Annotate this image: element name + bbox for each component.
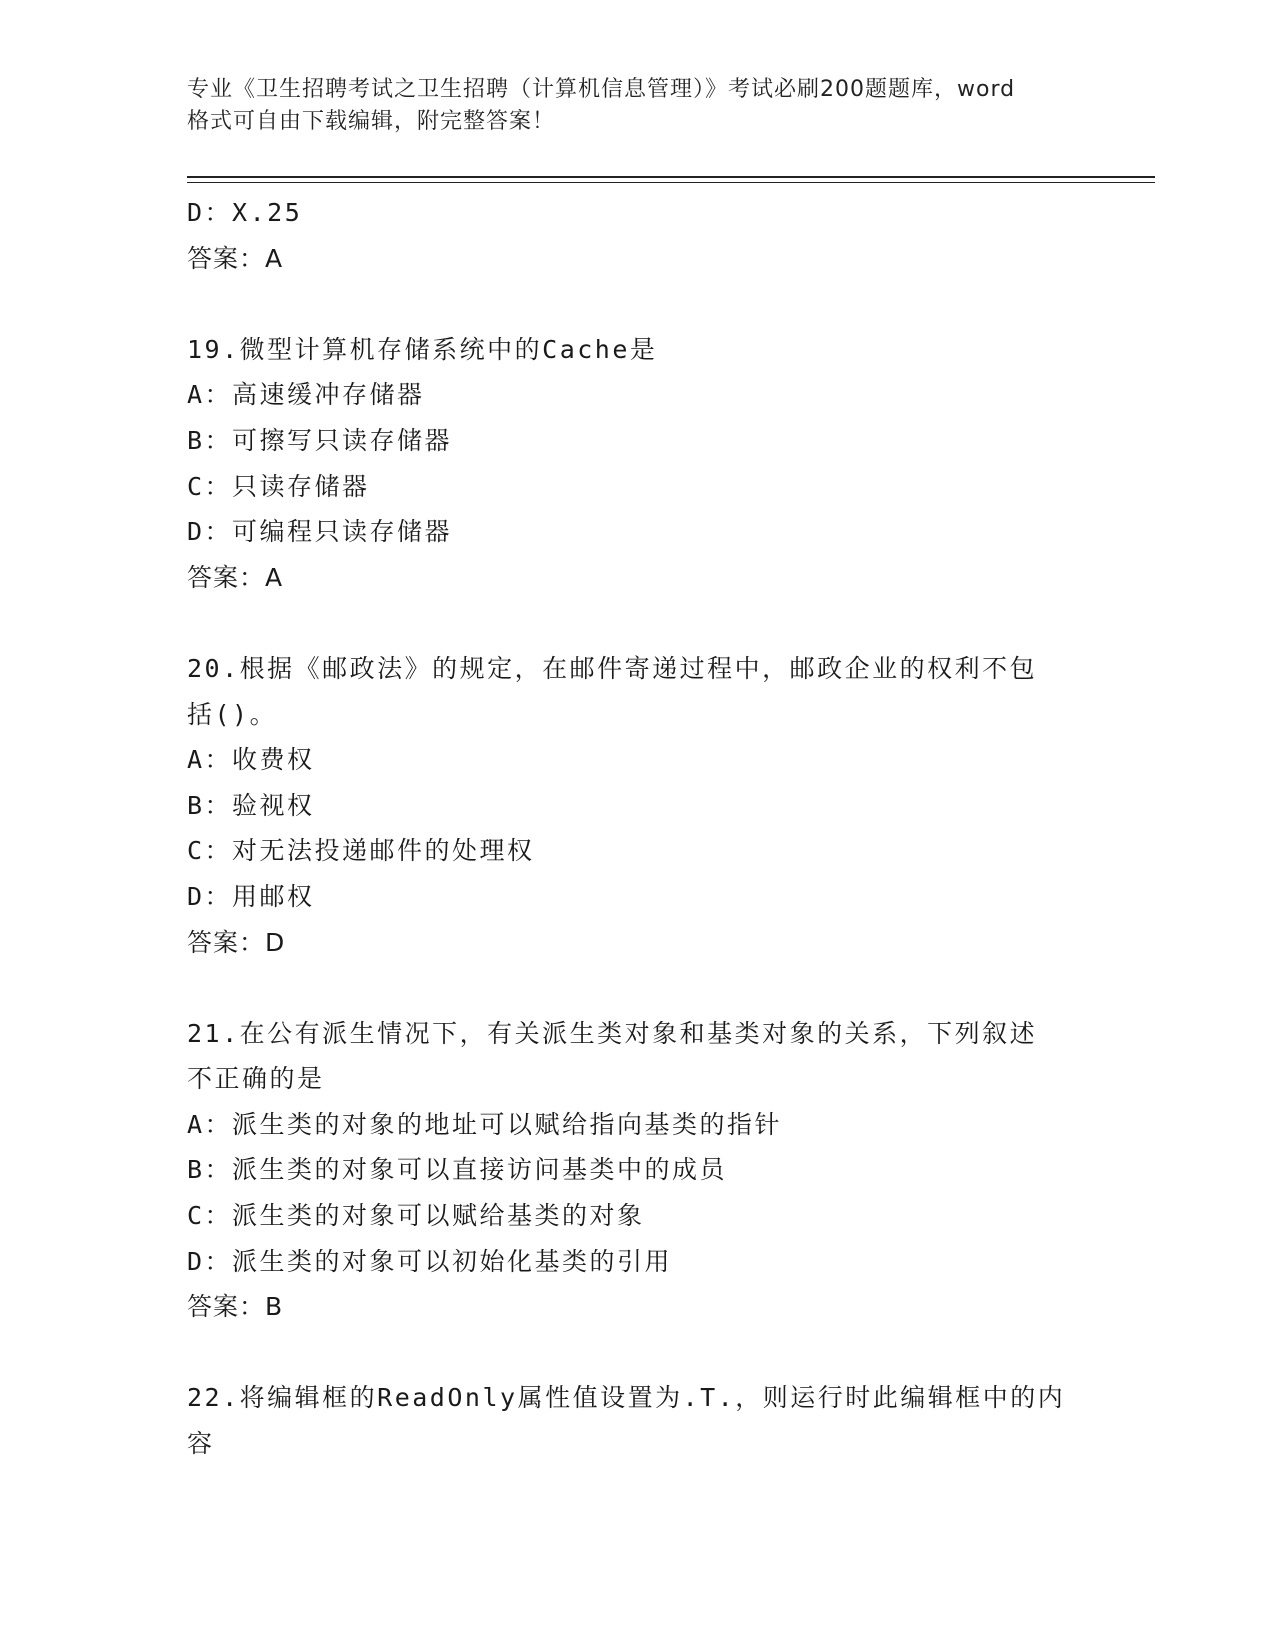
option-c: C：只读存储器 — [187, 471, 370, 501]
header-line-1: 专业《卫生招聘考试之卫生招聘（计算机信息管理）》考试必刷200题题库，word — [187, 77, 1016, 102]
question-list — [187, 190, 1087, 1467]
option-b: B：验视权 — [187, 790, 315, 820]
option-b: B：派生类的对象可以直接访问基类中的成员 — [187, 1155, 728, 1185]
prev-answer: 答案：A — [187, 243, 284, 273]
question-stem: 20.根据《邮政法》的规定，在邮件寄递过程中，邮政企业的权利不包 — [187, 653, 1038, 683]
answer: 答案：B — [187, 1292, 284, 1322]
option-a: A：高速缓冲存储器 — [187, 380, 425, 410]
question-stem-cont: 括()。 — [187, 699, 278, 729]
answer: 答案：D — [187, 927, 286, 957]
option-d: D：可编程只读存储器 — [187, 517, 453, 547]
spacer — [187, 965, 1087, 1011]
option-d: D：派生类的对象可以初始化基类的引用 — [187, 1246, 673, 1276]
option-c: C：派生类的对象可以赋给基类的对象 — [187, 1201, 645, 1231]
option-a: A：派生类的对象的地址可以赋给指向基类的指针 — [187, 1109, 783, 1139]
question-stem: 21.在公有派生情况下，有关派生类对象和基类对象的关系，下列叙述 — [187, 1018, 1038, 1048]
option-b: B：可擦写只读存储器 — [187, 425, 453, 455]
option-d: D：用邮权 — [187, 881, 315, 911]
header-rule-thin — [187, 182, 1155, 183]
spacer — [187, 600, 1087, 646]
question-19 — [187, 327, 1087, 601]
option-c: C：对无法投递邮件的处理权 — [187, 836, 535, 866]
option-a: A：收费权 — [187, 745, 315, 775]
answer: 答案：A — [187, 562, 284, 592]
spacer — [187, 1330, 1087, 1376]
header-rule-thick — [187, 176, 1155, 178]
question-20 — [187, 646, 1087, 965]
question-stem: 22.将编辑框的ReadOnly属性值设置为.T.，则运行时此编辑框中的内 — [187, 1383, 1066, 1413]
question-stem-cont: 不正确的是 — [187, 1064, 325, 1094]
document-header — [187, 74, 1092, 138]
question-stem: 19.微型计算机存储系统中的Cache是 — [187, 334, 658, 364]
prev-option-d: D：X.25 — [187, 198, 303, 227]
question-21 — [187, 1011, 1087, 1330]
question-22 — [187, 1375, 1087, 1466]
header-line-2: 格式可自由下载编辑，附完整答案！ — [187, 109, 556, 134]
spacer — [187, 281, 1087, 327]
question-stem-cont: 容 — [187, 1429, 215, 1459]
